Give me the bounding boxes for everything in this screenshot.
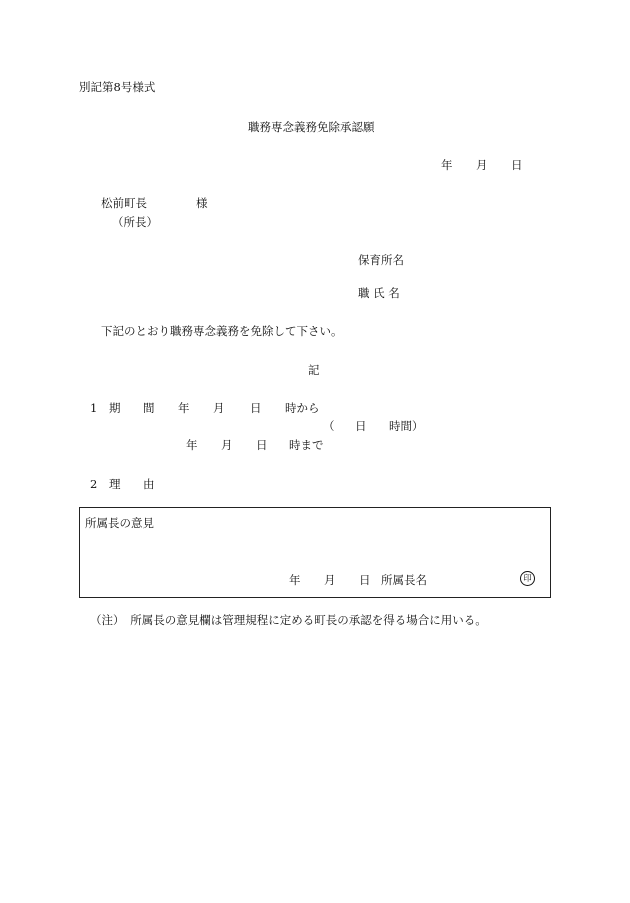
item2-label-b: 由 xyxy=(143,477,155,491)
addressee-honorific: 様 xyxy=(196,196,208,210)
to-hour: 時まで xyxy=(289,438,324,452)
opinion-signer-label: 所属長名 xyxy=(381,573,427,587)
duration-day: 日 xyxy=(355,419,367,433)
note-text: （注） 所属長の意見欄は管理規程に定める町長の承認を得る場合に用いる。 xyxy=(90,613,487,627)
to-month: 月 xyxy=(221,438,233,452)
date-month: 月 xyxy=(476,158,488,172)
to-year: 年 xyxy=(186,438,198,452)
to-day: 日 xyxy=(256,438,268,452)
facility-label: 保育所名 xyxy=(358,253,404,267)
addressee-name: 松前町長 xyxy=(101,196,147,210)
item1-label-b: 間 xyxy=(143,401,155,415)
opinion-month: 月 xyxy=(324,573,336,587)
duration-open: （ xyxy=(323,419,335,433)
item1-number: 1 xyxy=(90,401,98,415)
date-year: 年 xyxy=(441,158,453,172)
from-month: 月 xyxy=(213,401,225,415)
form-number: 別記第8号様式 xyxy=(79,80,156,94)
from-year: 年 xyxy=(178,401,190,415)
addressee-alt: （所長） xyxy=(112,215,158,229)
opinion-title: 所属長の意見 xyxy=(85,516,154,530)
item2-number: 2 xyxy=(90,477,98,491)
item1-label-a: 期 xyxy=(109,401,121,415)
opinion-year: 年 xyxy=(289,573,301,587)
opinion-day: 日 xyxy=(359,573,371,587)
request-text: 下記のとおり職務専念義務を免除して下さい。 xyxy=(101,324,343,338)
from-day: 日 xyxy=(250,401,262,415)
from-hour: 時から xyxy=(285,401,320,415)
item2-label-a: 理 xyxy=(109,477,121,491)
duration-hours: 時間） xyxy=(389,419,424,433)
ki-heading: 記 xyxy=(308,363,320,377)
seal-mark: 印 xyxy=(520,571,535,586)
name-label: 職 氏 名 xyxy=(358,286,400,300)
date-day: 日 xyxy=(511,158,523,172)
document-title: 職務専念義務免除承認願 xyxy=(248,120,375,134)
